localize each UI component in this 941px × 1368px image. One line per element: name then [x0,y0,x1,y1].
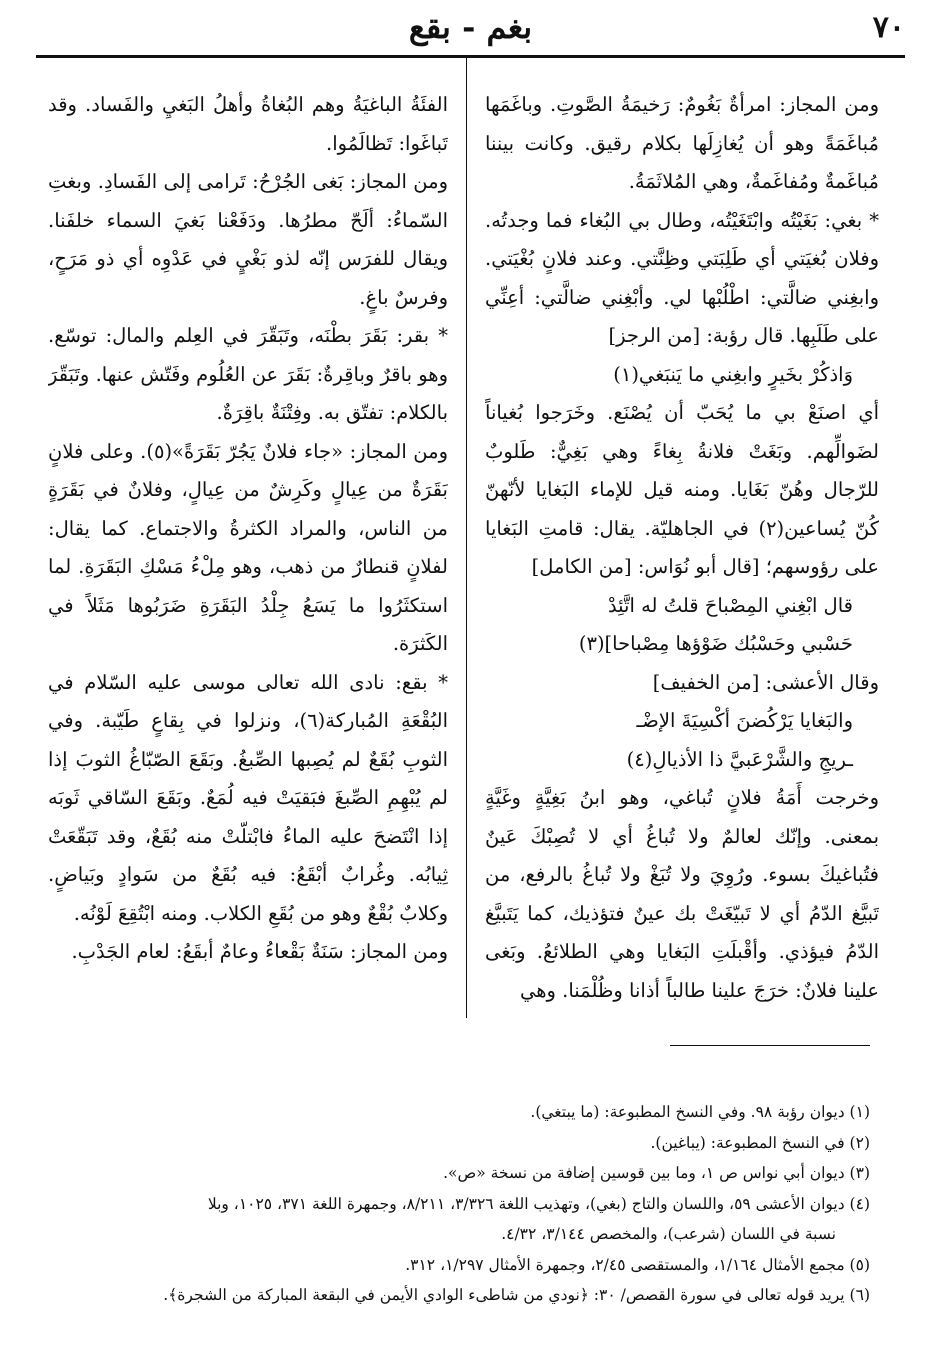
paragraph: وقال الأعشى: [من الخفيف] [652,670,879,694]
paragraph: ومن المجاز: امرأةٌ بَغُومٌ: رَخيمَةُ الصَّوتِ. وباغَمَها مُباغَمَةً وهو أن يُغازِلَها بكلام رقيق. وكانت بيننا مُباغَمةٌ ومُفاغَمةٌ، وهي المُلاثَمَةُ. [485,93,879,193]
verse-line: قال ابْغِني المِصْباحَ قلتُ له اتَّئِدْ [607,593,853,617]
left-column [48,86,448,1026]
page-header [36,6,905,52]
verse-line: حَسْبي وحَسْبُك ضَوْؤها مِصْباحا](٣) [578,632,853,655]
footnote: (٢) في النسخ المطبوعة: (يباغين). [650,1133,870,1152]
header-rule [36,55,905,58]
verse-line: والبَغايا يَرْكُضنَ أكْسِيَةَ الإضْـ [636,709,853,732]
page-number: ٧٠ [872,10,905,45]
paragraph: * بقر: بَقَرَ بطْنَه، وتَبَقّرَ في العِلم والمال: توسّع. وهو باقرٌ وباقِرةٌ: بَقَرَ عن العُلُوم وفَتّش عنها. وتَبَقّرَ بالكلام: تفتّق به. وفِتْنَةٌ باقِرَةٌ. [48,324,448,424]
footnote: (٥) مجمع الأمثال ١/١٦٤، والمستقصى ٢/٤٥، وجمهرة الأمثال ١/٢٩٧، ٣١٢. [405,1255,870,1274]
paragraph: * بقع: نادى الله تعالى موسى عليه السّلام في البُقْعَةِ المُباركة(٦)، ونزلوا في بِقاعٍ طَيّبة. وفي الثوبِ بُقَعٌ لم يُصِبها الصِّبغُ. وبَقَعَ الصّبّاغُ الثوبَ إذا لم يُبْهِمِ الصِّبغَ فبَقيَتْ فيه لُمَعٌ. وبَقَعَ السّاقي ثَوبَه إذا انْتَضحَ عليه الماءُ فابْتلّتْ منه بُقَعٌ، وقد تَبَقّعَتْ ثِيابُه. وغُرابٌ أبْقَعُ: فيه بُقَعٌ من سَوادٍ وبَياضٍ. وكلابٌ بُقْعٌ وهو من بُقَعِ الكلاب. ومنه ابْتُقِعَ لَوْنُه. [48,670,448,925]
footnote: (٤) ديوان الأعشى ٥٩، واللسان والتاج (بغي)، وتهذيب اللغة ٣/٣٢٦، ٨/٢١١، وجمهرة اللغة ٣٧١، ١٠٢٥، وبلا [207,1194,870,1213]
footnotes [50,1097,870,1311]
running-title: بغم - بقع [408,8,533,46]
verse-line: ـريجِ والشَّرْعَبيَّ ذا الأذيالِ(٤) [626,747,853,771]
verse-line: وَاذكُرْ بخَيرٍ وابغِني ما يَنبَغي(١) [613,362,853,386]
paragraph: * بغي: بَغَيْتُه وابْتَغَيْتُه، وطال بي البُغاء فما وجدتُه. وفلان بُغيَتي أي طَلِبَتي وظِنَّتي. وعند فلانٍ بُغْيَتي. وابغِني ضالَّتي: اطْلُبْها لي. وأبْغِني ضالَّتي: أعِنِّي على طَلَبِها. قال رؤبة: [من الرجز] [485,208,879,347]
footnote: (١) ديوان رؤبة ٩٨. وفي النسخ المطبوعة: (ما يبتغي). [530,1103,870,1121]
footnote-rule [670,1045,870,1046]
paragraph: وخرجت أَمَةُ فلانٍ تُباغي، وهو ابنُ بَغِيَّةٍ وغَيَّةٍ بمعنى. وإنّك لعالمٌ ولا تُباغُ أي لا تُصِبْكَ عَينٌ فتُباغيكَ بسوء. ورُوِيَ ولا تُبَغْ ولا تُباغُ بالرفع، من تَبيَّغ الدّمُ أي لا تَبيّغَتْ بك عينٌ فتؤذيك، كما يَتَبيَّغ الدّمُ فيؤذي. وأقْبلَتِ البَغايا وهي الطلائعُ. وبَغى علينا فلانٌ: خرَجَ علينا طالباً أذانا وظُلْمَنا. وهي [485,786,879,1002]
footnote: (٣) ديوان أبي نواس ص ١، وما بين قوسين إضافة من نسخة «ص». [443,1164,870,1182]
footnote: (٦) يريد قوله تعالى في سورة القصص/ ٣٠: ﴿نودي من شاطىء الوادي الأيمن في البقعة المباركة من الشجرة﴾. [163,1286,870,1304]
paragraph: الفئَةُ الباغيَةُ وهم البُغاةُ وأهلُ البَغيِ والفَساد. وقد تَباغَوا: تَظالَمُوا. [48,93,448,155]
right-column [485,86,879,1026]
column-divider [466,58,467,1018]
paragraph: أي اصنَعْ بي ما يُحَبّ أن يُصْنَع. وخَرَجوا بُغياناً لضَوالِّهم. وبَغَتْ فلانةُ بِغاءً وهي بَغِيٌّ: طَلوبٌ للرّجال وهُنّ بَغَايا. ومنه قيل للإماء البَغايا لأنّهنّ كُنّ يُساعين(٢) في الجاهليّة. يقال: قامتِ البَغايا على رؤوسهم؛ [قال أبو نُوَاس: [من الكامل] [485,401,879,578]
footnote-continuation: نسبة في اللسان (شرعب)، والمخصص ٣/١٤٤، ٤/٣٢. [501,1225,836,1243]
paragraph: ومن المجاز: بَغى الجُرْحُ: تَرامى إلى الفَسادِ. وبغتِ السّماءُ: ألَحّ مطرُها. ودَفَعْنا بَغيَ السماء خلفَنا. ويقال للفرَس إنّه لذو بَغْيٍ في عَدْوِه أي ذو مَرَحٍ، وفرسٌ باغٍ. [48,170,448,309]
paragraph: ومن المجاز: سَنَةٌ بَقْعاءُ وعامٌ أبقَعُ: لعام الجَدْبِ. [71,940,448,963]
paragraph: ومن المجاز: «جاء فلانٌ يَجُرّ بَقَرَةً»(٥). وعلى فلانٍ بَقَرَةٌ من عِيالٍ وكَرِشٌ من عِيالٍ، وفلانٌ في بَقَرَةٍ من الناس، والمراد الكثرةُ والاجتماع. كما يقال: لفلانٍ قنطارٌ من ذهب، وهو مِلْءُ مَسْكِ البَقَرَةِ. لما استكثَرُوا ما يَسَعُ جِلْدُ البَقَرَةِ ضَرَبُوها مَثَلاً في الكَثرَة. [48,439,448,655]
